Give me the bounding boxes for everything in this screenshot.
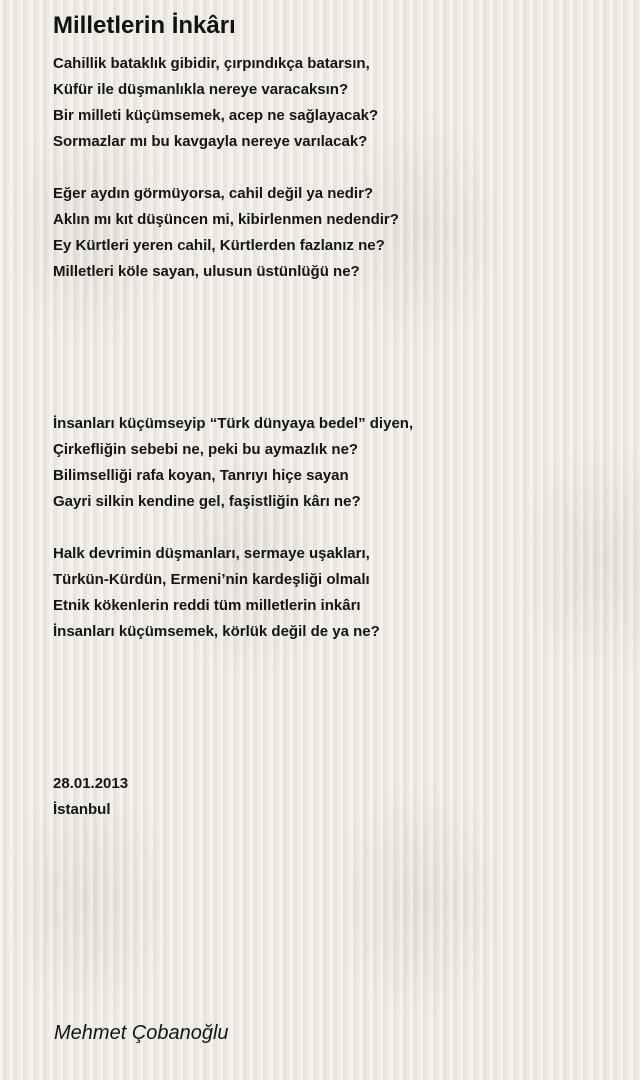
stanza-3 bbox=[53, 411, 413, 515]
poem-line: İnsanları küçümseyip “Türk dünyaya bedel” diyen, bbox=[53, 415, 414, 432]
poem-line: Aklın mı kıt düşüncen mi, kibirlenmen nedendir? bbox=[53, 211, 399, 228]
poem-line: Eğer aydın görmüyorsa, cahil değil ya nedir? bbox=[53, 185, 374, 202]
stanza-2 bbox=[53, 181, 399, 285]
poem-line: Cahillik bataklık gibidir, çırpındıkça batarsın, bbox=[53, 55, 370, 72]
poem-place: İstanbul bbox=[53, 801, 111, 818]
stanza-4 bbox=[53, 541, 380, 645]
poem-line: İnsanları küçümsemek, körlük değil de ya ne? bbox=[53, 623, 380, 640]
poem-author: Mehmet Çobanoğlu bbox=[54, 1022, 229, 1044]
poem-line: Bilimselliği rafa koyan, Tanrıyı hiçe sayan bbox=[53, 467, 349, 484]
poem-line: Bir milleti küçümsemek, acep ne sağlayacak? bbox=[53, 107, 379, 124]
poem-line: Sormazlar mı bu kavgayla nereye varılacak? bbox=[53, 133, 368, 150]
poem-dateline bbox=[53, 771, 128, 823]
poem-date: 28.01.2013 bbox=[53, 775, 129, 792]
poem-line: Etnik kökenlerin reddi tüm milletlerin inkârı bbox=[53, 597, 361, 614]
poem-line: Milletleri köle sayan, ulusun üstünlüğü ne? bbox=[53, 263, 360, 280]
poem-title: Milletlerin İnkârı bbox=[53, 12, 236, 39]
stanza-1 bbox=[53, 51, 378, 155]
poem-line: Ey Kürtleri yeren cahil, Kürtlerden fazlanız ne? bbox=[53, 237, 385, 254]
poem-line: Halk devrimin düşmanları, sermaye uşakları, bbox=[53, 545, 370, 562]
poem-line: Çirkefliğin sebebi ne, peki bu aymazlık ne? bbox=[53, 441, 359, 458]
poem-line: Gayri silkin kendine gel, faşistliğin kârı ne? bbox=[53, 493, 361, 510]
poem-line: Türkün-Kürdün, Ermeni’nin kardeşliği olmalı bbox=[53, 571, 370, 588]
poem-line: Küfür ile düşmanlıkla nereye varacaksın? bbox=[53, 81, 349, 98]
